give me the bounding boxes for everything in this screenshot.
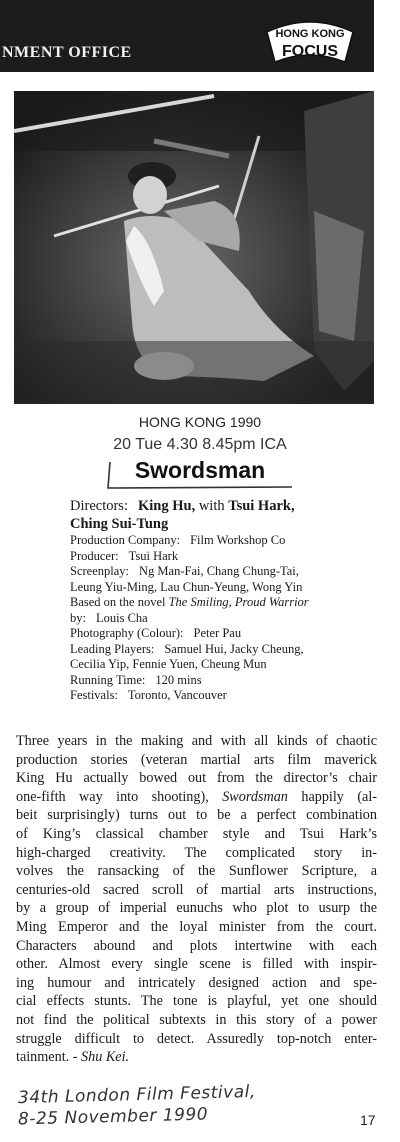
film-title: Swordsman bbox=[134, 457, 266, 483]
region-year: HONG KONG 1990 bbox=[138, 414, 262, 430]
body-line: not find the political subtexts in this story of a power bbox=[16, 1011, 377, 1028]
credit-players-cont: Cecilia Yip, Fennie Yuen, Cheung Mun bbox=[70, 657, 267, 671]
hong-kong-focus-logo bbox=[261, 18, 359, 66]
screening-schedule: 20 Tue 4.30 8.45pm ICA bbox=[113, 436, 287, 453]
body-line: Characters abound and plots intertwine with each bbox=[16, 937, 377, 954]
handwritten-note-line2: 8-25 November 1990 bbox=[17, 1104, 209, 1130]
body-line: high-charged creativity. The complicated story in- bbox=[16, 844, 377, 861]
credit-runtime: Running Time: 120 mins bbox=[70, 672, 202, 687]
body-line: beit surprisingly) turns out to be a perfect combination bbox=[16, 807, 377, 824]
body-line: of King’s classical chamber style and Tsui Hark’s bbox=[16, 825, 377, 842]
credit-festivals: Festivals: Toronto, Vancouver bbox=[70, 688, 227, 702]
credits-block bbox=[70, 497, 375, 704]
body-line: Ming Emperor and the loyal minister from the court. bbox=[16, 918, 377, 935]
credit-players: Leading Players: Samuel Hui, Jacky Cheung, bbox=[70, 641, 304, 656]
credit-novel: Based on the novel The Smiling, Proud Warrior bbox=[70, 595, 309, 609]
body-line: other. Almost every single scene is filled with inspir- bbox=[16, 956, 377, 973]
header-bar bbox=[0, 0, 374, 72]
body-line: King Hu actually bowed out from the director’s chair bbox=[16, 770, 377, 787]
header-office-text: NMENT OFFICE bbox=[2, 44, 132, 61]
body-line: ing humour and intricately designed action and spe- bbox=[16, 974, 377, 991]
credit-screenplay-cont: Leung Yiu-Ming, Lau Chun-Yeung, Wong Yin bbox=[70, 579, 303, 594]
credit-photography: Photography (Colour): Peter Pau bbox=[70, 626, 242, 640]
body-line: by a group of imperial eunuchs who plot to usurp the bbox=[16, 900, 377, 917]
body-line: one-fifth way into shooting), Swordsman happily (al- bbox=[16, 788, 378, 805]
film-still-photo bbox=[14, 91, 374, 404]
handwritten-note-line1: 34th London Film Festival, bbox=[17, 1081, 257, 1109]
credit-company: Production Company: Film Workshop Co bbox=[70, 533, 286, 547]
body-line: cial effects stunts. The tone is playful, yet one should bbox=[16, 993, 377, 1010]
credit-author: by: Louis Cha bbox=[70, 610, 148, 625]
body-line: Three years in the making and with all kinds of chaotic bbox=[16, 733, 377, 749]
body-line: centuries-old sacred scroll of martial arts instructions, bbox=[16, 881, 377, 898]
body-line: tainment. - Shu Kei. bbox=[16, 1049, 130, 1066]
review-body bbox=[16, 732, 377, 1067]
page-number: 17 bbox=[360, 1112, 376, 1128]
svg-text:HONG KONG: HONG KONG bbox=[275, 28, 345, 40]
body-line: struggle difficult to detect. Assuredly top-notch enter- bbox=[16, 1030, 377, 1047]
credit-screenplay: Screenplay: Ng Man-Fai, Chang Chung-Tai, bbox=[70, 564, 299, 578]
body-line: volves the ransacking of the Sunflower Scripture, a bbox=[16, 863, 377, 880]
credit-directors: Directors: King Hu, with Tsui Hark, bbox=[70, 498, 295, 514]
credit-producer: Producer: Tsui Hark bbox=[70, 548, 179, 563]
svg-text:FOCUS: FOCUS bbox=[282, 43, 338, 60]
body-line: production stories (veteran martial arts film maverick bbox=[16, 751, 377, 768]
credit-directors-cont: Ching Sui-Tung bbox=[70, 516, 169, 532]
